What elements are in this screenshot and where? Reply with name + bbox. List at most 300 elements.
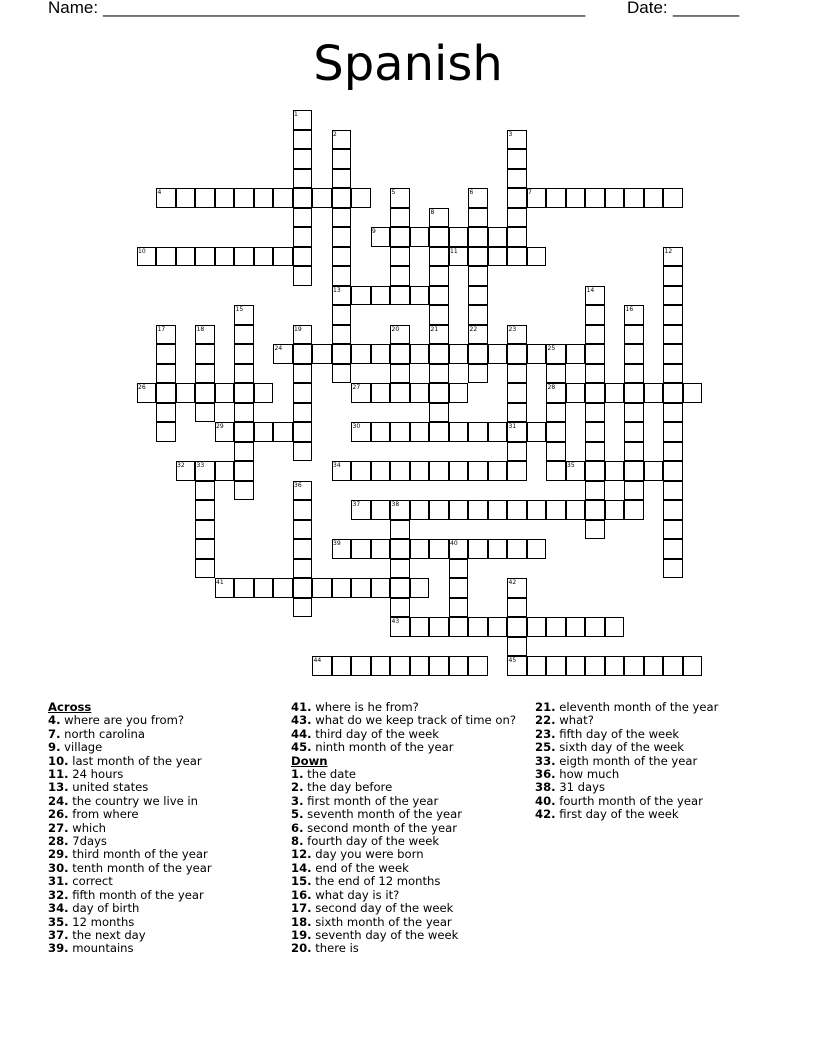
- grid-cell[interactable]: [390, 364, 410, 384]
- grid-cell[interactable]: [507, 617, 527, 637]
- grid-cell[interactable]: [449, 461, 469, 481]
- grid-cell[interactable]: [663, 286, 683, 306]
- grid-cell[interactable]: [215, 247, 235, 267]
- grid-cell[interactable]: [468, 286, 488, 306]
- grid-cell[interactable]: [605, 656, 625, 676]
- clue-text: seventh month of the year: [303, 807, 463, 822]
- grid-cell[interactable]: [507, 539, 527, 559]
- grid-cell[interactable]: [215, 383, 235, 403]
- grid-cell[interactable]: [663, 559, 683, 579]
- grid-cell[interactable]: [234, 188, 254, 208]
- grid-cell[interactable]: [429, 247, 449, 267]
- grid-cell[interactable]: [644, 656, 664, 676]
- grid-cell[interactable]: [507, 188, 527, 208]
- grid-cell[interactable]: [293, 344, 313, 364]
- grid-cell[interactable]: [215, 461, 235, 481]
- cell-number: 20: [391, 325, 400, 333]
- grid-cell[interactable]: [507, 598, 527, 618]
- grid-cell[interactable]: [527, 656, 547, 676]
- grid-cell[interactable]: [488, 617, 508, 637]
- grid-cell[interactable]: [195, 539, 215, 559]
- grid-cell[interactable]: [410, 617, 430, 637]
- clue-text: where are you from?: [60, 713, 185, 728]
- grid-cell[interactable]: [410, 578, 430, 598]
- grid-cell[interactable]: [156, 403, 176, 423]
- grid-cell[interactable]: [507, 461, 527, 481]
- clue-text: what?: [555, 713, 594, 728]
- grid-cell[interactable]: [663, 325, 683, 345]
- grid-cell[interactable]: [527, 617, 547, 637]
- clue-text: 7days: [68, 834, 107, 849]
- clue-number: 33.: [535, 753, 556, 768]
- grid-cell[interactable]: [351, 656, 371, 676]
- grid-cell[interactable]: [449, 656, 469, 676]
- grid-cell[interactable]: [234, 403, 254, 423]
- grid-cell[interactable]: [644, 461, 664, 481]
- down-clue: [291, 916, 516, 929]
- grid-cell[interactable]: [488, 539, 508, 559]
- grid-cell[interactable]: [663, 500, 683, 520]
- grid-cell[interactable]: [293, 422, 313, 442]
- grid-cell[interactable]: [410, 461, 430, 481]
- grid-cell[interactable]: [410, 656, 430, 676]
- grid-cell[interactable]: [234, 383, 254, 403]
- cell-number: 28: [547, 384, 556, 391]
- grid-cell[interactable]: [449, 344, 469, 364]
- grid-cell[interactable]: [624, 461, 644, 481]
- grid-cell[interactable]: [605, 383, 625, 403]
- grid-cell[interactable]: [546, 656, 566, 676]
- grid-cell[interactable]: [546, 617, 566, 637]
- grid-cell[interactable]: [507, 403, 527, 423]
- grid-cell[interactable]: [332, 208, 352, 228]
- grid-cell[interactable]: [293, 598, 313, 618]
- grid-cell[interactable]: [663, 188, 683, 208]
- grid-cell[interactable]: [176, 188, 196, 208]
- grid-cell[interactable]: [429, 656, 449, 676]
- grid-cell[interactable]: [293, 188, 313, 208]
- grid-cell[interactable]: [585, 383, 605, 403]
- grid-cell[interactable]: [585, 422, 605, 442]
- grid-cell[interactable]: [254, 578, 274, 598]
- grid-cell[interactable]: [195, 500, 215, 520]
- grid-cell[interactable]: [468, 344, 488, 364]
- grid-cell[interactable]: [468, 500, 488, 520]
- grid-cell[interactable]: [449, 598, 469, 618]
- grid-cell[interactable]: [449, 617, 469, 637]
- grid-cell[interactable]: [624, 656, 644, 676]
- grid-cell[interactable]: [507, 208, 527, 228]
- grid-cell[interactable]: [293, 364, 313, 384]
- grid-cell[interactable]: [351, 188, 371, 208]
- grid-cell[interactable]: [449, 383, 469, 403]
- grid-cell[interactable]: [624, 442, 644, 462]
- grid-cell[interactable]: [507, 149, 527, 169]
- grid-cell[interactable]: [293, 442, 313, 462]
- grid-cell[interactable]: [332, 325, 352, 345]
- grid-cell[interactable]: [390, 422, 410, 442]
- grid-cell[interactable]: [410, 227, 430, 247]
- grid-cell[interactable]: [468, 266, 488, 286]
- grid-cell[interactable]: [332, 266, 352, 286]
- grid-cell[interactable]: [429, 286, 449, 306]
- grid-cell[interactable]: [605, 617, 625, 637]
- grid-cell[interactable]: [293, 500, 313, 520]
- grid-cell[interactable]: [507, 500, 527, 520]
- grid-cell[interactable]: [390, 461, 410, 481]
- grid-cell[interactable]: [527, 500, 547, 520]
- grid-cell[interactable]: [488, 422, 508, 442]
- across-clue: [48, 728, 212, 741]
- grid-cell[interactable]: [390, 520, 410, 540]
- clue-text: what do we keep track of time on?: [311, 713, 516, 728]
- grid-cell[interactable]: [566, 500, 586, 520]
- grid-cell[interactable]: [488, 461, 508, 481]
- grid-cell[interactable]: [449, 500, 469, 520]
- grid-cell[interactable]: [390, 383, 410, 403]
- grid-cell[interactable]: [429, 305, 449, 325]
- grid-cell[interactable]: [254, 383, 274, 403]
- grid-cell[interactable]: [605, 461, 625, 481]
- grid-cell[interactable]: [585, 442, 605, 462]
- grid-cell[interactable]: [195, 481, 215, 501]
- grid-cell[interactable]: [663, 403, 683, 423]
- grid-cell[interactable]: [585, 656, 605, 676]
- grid-cell[interactable]: [390, 656, 410, 676]
- grid-cell[interactable]: [371, 383, 391, 403]
- grid-cell[interactable]: [332, 656, 352, 676]
- cell-number: 33: [196, 462, 205, 469]
- grid-cell[interactable]: [507, 637, 527, 657]
- across-clue: [48, 862, 212, 875]
- grid-cell[interactable]: [546, 461, 566, 481]
- grid-cell[interactable]: [585, 520, 605, 540]
- grid-cell[interactable]: [234, 247, 254, 267]
- grid-cell[interactable]: [663, 364, 683, 384]
- grid-cell[interactable]: [390, 539, 410, 559]
- grid-cell[interactable]: [410, 539, 430, 559]
- grid-cell[interactable]: [624, 481, 644, 501]
- grid-cell[interactable]: [488, 247, 508, 267]
- grid-cell[interactable]: [449, 578, 469, 598]
- grid-cell[interactable]: [429, 227, 449, 247]
- grid-cell[interactable]: [293, 539, 313, 559]
- grid-cell[interactable]: [546, 442, 566, 462]
- cell-number: 3: [508, 130, 513, 138]
- grid-cell[interactable]: [254, 188, 274, 208]
- grid-cell[interactable]: [410, 500, 430, 520]
- grid-cell[interactable]: [585, 364, 605, 384]
- grid-cell[interactable]: [468, 617, 488, 637]
- grid-cell[interactable]: [488, 500, 508, 520]
- grid-cell[interactable]: [371, 286, 391, 306]
- grid-cell[interactable]: [527, 539, 547, 559]
- page-title: Spanish: [313, 36, 503, 92]
- grid-cell[interactable]: [546, 188, 566, 208]
- grid-cell[interactable]: [293, 383, 313, 403]
- grid-cell[interactable]: [195, 247, 215, 267]
- grid-cell[interactable]: [410, 383, 430, 403]
- grid-cell[interactable]: [390, 227, 410, 247]
- grid-cell[interactable]: [585, 305, 605, 325]
- grid-cell[interactable]: [507, 247, 527, 267]
- grid-cell[interactable]: [507, 344, 527, 364]
- grid-cell[interactable]: [293, 227, 313, 247]
- cell-number: 15: [235, 306, 244, 313]
- grid-cell[interactable]: [390, 266, 410, 286]
- grid-cell[interactable]: [371, 656, 391, 676]
- grid-cell[interactable]: [546, 403, 566, 423]
- grid-cell[interactable]: [683, 656, 703, 676]
- grid-cell[interactable]: [605, 500, 625, 520]
- grid-cell[interactable]: [293, 559, 313, 579]
- grid-cell[interactable]: [332, 169, 352, 189]
- grid-cell[interactable]: [566, 383, 586, 403]
- grid-cell[interactable]: [234, 481, 254, 501]
- clue-number: 28.: [48, 834, 69, 849]
- clue-text: the end of 12 months: [311, 874, 441, 889]
- grid-cell[interactable]: [293, 403, 313, 423]
- grid-cell[interactable]: [546, 422, 566, 442]
- grid-cell[interactable]: [644, 188, 664, 208]
- grid-cell[interactable]: [156, 383, 176, 403]
- grid-cell[interactable]: [624, 422, 644, 442]
- grid-cell[interactable]: [644, 383, 664, 403]
- grid-cell[interactable]: [390, 208, 410, 228]
- grid-cell[interactable]: [332, 149, 352, 169]
- grid-cell[interactable]: [293, 130, 313, 150]
- grid-cell[interactable]: [410, 344, 430, 364]
- grid-cell[interactable]: [156, 422, 176, 442]
- grid-cell[interactable]: [585, 461, 605, 481]
- clue-text: end of the week: [311, 860, 409, 875]
- grid-cell[interactable]: [429, 617, 449, 637]
- grid-cell[interactable]: [507, 442, 527, 462]
- grid-cell[interactable]: [273, 188, 293, 208]
- grid-cell[interactable]: [468, 364, 488, 384]
- grid-cell[interactable]: [624, 500, 644, 520]
- grid-cell[interactable]: [254, 422, 274, 442]
- grid-cell[interactable]: [663, 422, 683, 442]
- grid-cell[interactable]: [390, 578, 410, 598]
- grid-cell[interactable]: [351, 578, 371, 598]
- grid-cell[interactable]: [371, 500, 391, 520]
- grid-cell[interactable]: [527, 344, 547, 364]
- grid-cell[interactable]: [546, 500, 566, 520]
- grid-cell[interactable]: [566, 188, 586, 208]
- grid-cell[interactable]: [663, 305, 683, 325]
- grid-cell[interactable]: [254, 247, 274, 267]
- grid-cell[interactable]: [429, 266, 449, 286]
- clue-number: 20.: [291, 941, 312, 956]
- grid-cell[interactable]: [429, 383, 449, 403]
- grid-cell[interactable]: [351, 344, 371, 364]
- grid-cell[interactable]: [156, 344, 176, 364]
- grid-cell[interactable]: [468, 247, 488, 267]
- grid-cell[interactable]: [234, 422, 254, 442]
- grid-cell[interactable]: [312, 344, 332, 364]
- grid-cell[interactable]: [371, 344, 391, 364]
- grid-cell[interactable]: [663, 539, 683, 559]
- grid-cell[interactable]: [195, 188, 215, 208]
- grid-cell[interactable]: [663, 520, 683, 540]
- grid-cell[interactable]: [293, 149, 313, 169]
- date-line[interactable]: _______: [673, 0, 740, 17]
- grid-cell[interactable]: [507, 169, 527, 189]
- grid-cell[interactable]: [468, 461, 488, 481]
- grid-cell[interactable]: [585, 481, 605, 501]
- grid-cell[interactable]: [351, 286, 371, 306]
- grid-cell[interactable]: [449, 227, 469, 247]
- cell-number: 37: [352, 501, 361, 508]
- grid-cell[interactable]: [488, 344, 508, 364]
- grid-cell[interactable]: [332, 344, 352, 364]
- grid-cell[interactable]: [234, 364, 254, 384]
- grid-cell[interactable]: [566, 656, 586, 676]
- grid-cell[interactable]: [449, 559, 469, 579]
- grid-cell[interactable]: [332, 227, 352, 247]
- grid-cell[interactable]: [273, 422, 293, 442]
- grid-cell[interactable]: [293, 578, 313, 598]
- grid-cell[interactable]: [468, 539, 488, 559]
- grid-cell[interactable]: [429, 500, 449, 520]
- down-clue: [535, 795, 718, 808]
- grid-cell[interactable]: [234, 442, 254, 462]
- clue-number: 29.: [48, 847, 69, 862]
- grid-cell[interactable]: [585, 500, 605, 520]
- grid-cell[interactable]: [624, 403, 644, 423]
- name-line[interactable]: ___________________________________________________: [103, 0, 586, 17]
- grid-cell[interactable]: [371, 422, 391, 442]
- grid-cell[interactable]: [488, 227, 508, 247]
- grid-cell[interactable]: [293, 247, 313, 267]
- grid-cell[interactable]: [449, 422, 469, 442]
- grid-cell[interactable]: [566, 617, 586, 637]
- grid-cell[interactable]: [624, 325, 644, 345]
- clue-text: fifth month of the year: [68, 887, 204, 902]
- grid-cell[interactable]: [468, 305, 488, 325]
- grid-cell[interactable]: [195, 344, 215, 364]
- grid-cell[interactable]: [468, 208, 488, 228]
- grid-cell[interactable]: [332, 364, 352, 384]
- grid-cell[interactable]: [156, 247, 176, 267]
- grid-cell[interactable]: [390, 286, 410, 306]
- grid-cell[interactable]: [585, 617, 605, 637]
- clue-number: 8.: [291, 834, 304, 849]
- grid-cell[interactable]: [546, 364, 566, 384]
- grid-cell[interactable]: [663, 481, 683, 501]
- grid-cell[interactable]: [410, 286, 430, 306]
- grid-cell[interactable]: [195, 364, 215, 384]
- grid-cell[interactable]: [527, 422, 547, 442]
- grid-cell[interactable]: [390, 598, 410, 618]
- grid-cell[interactable]: [234, 325, 254, 345]
- clue-text: eleventh month of the year: [555, 700, 719, 714]
- grid-cell[interactable]: [624, 188, 644, 208]
- grid-cell[interactable]: [663, 383, 683, 403]
- grid-cell[interactable]: [234, 344, 254, 364]
- grid-cell[interactable]: [195, 559, 215, 579]
- grid-cell[interactable]: [234, 461, 254, 481]
- grid-cell[interactable]: [273, 578, 293, 598]
- grid-cell[interactable]: [585, 325, 605, 345]
- grid-cell[interactable]: [585, 188, 605, 208]
- grid-cell[interactable]: [293, 208, 313, 228]
- grid-cell[interactable]: [156, 364, 176, 384]
- grid-cell[interactable]: [429, 422, 449, 442]
- grid-cell[interactable]: [507, 364, 527, 384]
- grid-cell[interactable]: [371, 539, 391, 559]
- grid-cell[interactable]: [351, 461, 371, 481]
- grid-cell[interactable]: [195, 520, 215, 540]
- grid-cell[interactable]: [663, 442, 683, 462]
- grid-cell[interactable]: [312, 188, 332, 208]
- cell-number: 2: [333, 130, 337, 138]
- grid-cell[interactable]: [663, 344, 683, 364]
- grid-cell[interactable]: [273, 247, 293, 267]
- grid-cell[interactable]: [429, 539, 449, 559]
- grid-cell[interactable]: [468, 656, 488, 676]
- grid-cell[interactable]: [507, 227, 527, 247]
- grid-cell[interactable]: [234, 578, 254, 598]
- down-clue: [291, 889, 516, 902]
- grid-cell[interactable]: [176, 247, 196, 267]
- clue-number: 13.: [48, 780, 69, 795]
- grid-cell[interactable]: [527, 247, 547, 267]
- grid-cell[interactable]: [429, 461, 449, 481]
- grid-cell[interactable]: [624, 383, 644, 403]
- grid-cell[interactable]: [215, 188, 235, 208]
- grid-cell[interactable]: [332, 305, 352, 325]
- grid-cell[interactable]: [624, 344, 644, 364]
- grid-cell[interactable]: [195, 403, 215, 423]
- clue-number: 25.: [535, 740, 556, 755]
- grid-cell[interactable]: [371, 461, 391, 481]
- grid-cell[interactable]: [605, 188, 625, 208]
- grid-cell[interactable]: [507, 383, 527, 403]
- grid-cell[interactable]: [332, 247, 352, 267]
- grid-cell[interactable]: [390, 559, 410, 579]
- grid-cell[interactable]: [468, 422, 488, 442]
- grid-cell[interactable]: [683, 383, 703, 403]
- grid-cell[interactable]: [351, 539, 371, 559]
- grid-cell[interactable]: [332, 188, 352, 208]
- grid-cell[interactable]: [429, 403, 449, 423]
- grid-cell[interactable]: [663, 266, 683, 286]
- grid-cell[interactable]: [293, 266, 313, 286]
- grid-cell[interactable]: [390, 247, 410, 267]
- grid-cell[interactable]: [468, 227, 488, 247]
- grid-cell[interactable]: [293, 169, 313, 189]
- grid-cell[interactable]: [624, 364, 644, 384]
- grid-cell[interactable]: [566, 344, 586, 364]
- grid-cell[interactable]: [371, 578, 391, 598]
- cell-number: 40: [450, 540, 458, 547]
- grid-cell[interactable]: [585, 344, 605, 364]
- grid-cell[interactable]: [410, 422, 430, 442]
- grid-cell[interactable]: [195, 383, 215, 403]
- grid-cell[interactable]: [332, 578, 352, 598]
- grid-cell[interactable]: [312, 578, 332, 598]
- grid-cell[interactable]: [429, 364, 449, 384]
- grid-cell[interactable]: [585, 403, 605, 423]
- grid-cell[interactable]: [429, 344, 449, 364]
- grid-cell[interactable]: [390, 344, 410, 364]
- grid-cell[interactable]: [663, 461, 683, 481]
- grid-cell[interactable]: [293, 520, 313, 540]
- grid-cell[interactable]: [176, 383, 196, 403]
- grid-cell[interactable]: [663, 656, 683, 676]
